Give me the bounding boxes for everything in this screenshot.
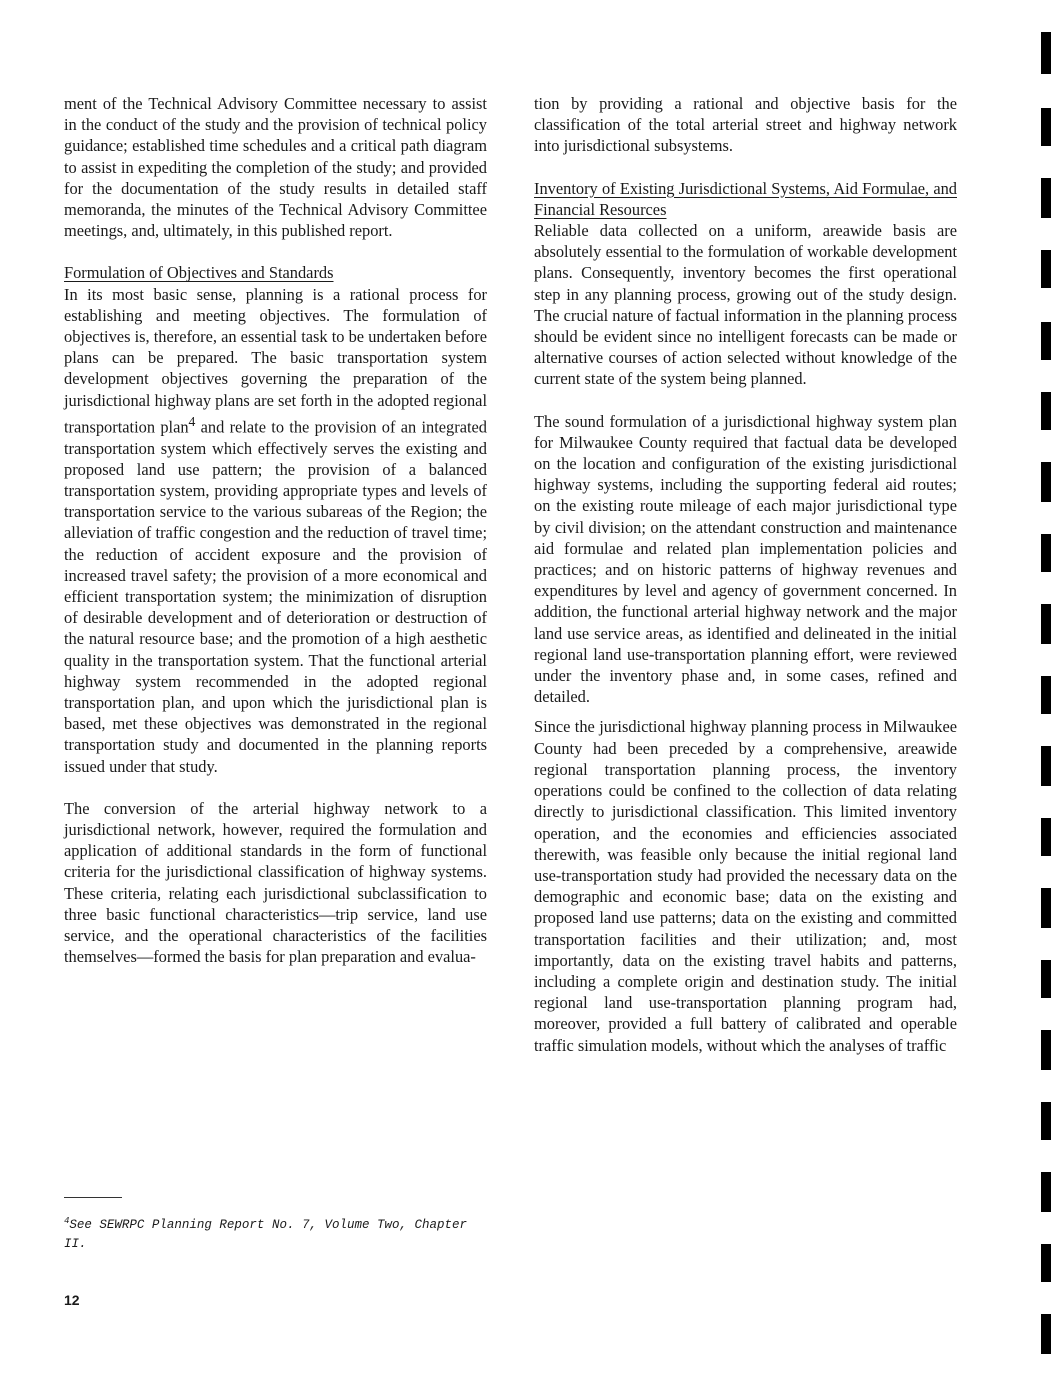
conversion-paragraph: The conversion of the arterial highway network to a jurisdictional network, however, required the formulation and application of additional standards in the form of functional criteria for the jurisdictional classification of highway systems. These criteria, relating each jurisdictional subclassification to three basic functional characteristics—trip service, land use service, and the operational characteristics of the facilities themselves—formed the basis for plan preparation and evalua- bbox=[64, 798, 487, 967]
footnote-divider bbox=[64, 1197, 122, 1198]
footnote bbox=[64, 1212, 487, 1254]
scan-mark bbox=[1041, 462, 1051, 502]
objectives-paragraph-text-a: In its most basic sense, planning is a rational process for establishing and meeting objectives. The formulation of objectives is, therefore, an essential task to be undertaken before plans can be prepared. The basic transportation system development objectives governing the preparation of the jurisdictional highway plans are set forth in the adopted regional transportation plan bbox=[64, 284, 487, 437]
scan-mark bbox=[1041, 534, 1051, 572]
page-number: 12 bbox=[64, 1292, 80, 1308]
section-heading-inventory: Inventory of Existing Jurisdictional Systems, Aid Formulae, and Financial Resources bbox=[534, 178, 957, 219]
scan-mark bbox=[1041, 392, 1051, 430]
scan-mark bbox=[1041, 1102, 1051, 1140]
scan-mark bbox=[1041, 108, 1051, 146]
inventory-paragraph-2: The sound formulation of a jurisdictional highway system plan for Milwaukee County required that factual data be developed on the location and configuration of the existing jurisdictional highway systems, including the supporting federal aid routes; on the existing route mileage of each major jurisdictional type by civil division; on the attendant construction and maintenance aid formulae and related plan implementation policies and practices; and on historic patterns of highway revenues and expenditures by level and agency of government concerned. In addition, the functional arterial highway network and the major land use service areas, as identified and delineated in the initial regional land use-transportation planning effort, were reviewed under the inventory phase and, in some cases, refined and detailed. bbox=[534, 411, 957, 707]
scan-mark bbox=[1041, 250, 1051, 288]
inventory-paragraph-3: Since the jurisdictional highway planning process in Milwaukee County had been preceded by a comprehensive, areawide regional transportation planning process, the inventory operations could be confined to the collection of data relating directly to jurisdictional classification. This limited inventory operation, and the economies and efficiencies associated therewith, was feasible only because the initial regional land use-transportation study had provided the necessary data on the demographic and economic base; data on the existing and proposed land use patterns; data on the existing and committed transportation facilities and their utilization; and, most importantly, data on the existing travel habits and patterns, including a complete origin and destination study. The initial regional land use-transportation planning program had, moreover, provided a full battery of calibrated and operable traffic simulation models, without which the analyses of traffic bbox=[534, 717, 957, 1055]
left-intro-paragraph: ment of the Technical Advisory Committee necessary to assist in the conduct of the study and the provision of technical policy guidance; established time schedules and a critical path diagram to assist in expediting the completion of the study; and provided for the documentation of the study results in detailed staff memoranda, the minutes of the Technical Advisory Committee meetings, and, ultimately, in this published report. bbox=[64, 94, 487, 241]
left-column bbox=[64, 93, 487, 967]
scan-mark bbox=[1041, 1030, 1051, 1070]
right-column bbox=[534, 93, 957, 1056]
objectives-paragraph bbox=[64, 284, 487, 777]
inventory-paragraph-1: Reliable data collected on a uniform, areawide basis are absolutely essential to the formulation of workable development plans. Consequently, inventory becomes the first operational step in any planning process, growing out of the study design. The crucial nature of factual information in the planning process should be evident since no intelligent forecasts can be made or alternative courses of action selected without knowledge of the current state of the system being planned. bbox=[534, 221, 957, 389]
scan-mark bbox=[1041, 322, 1051, 360]
scan-mark bbox=[1041, 1314, 1051, 1354]
objectives-paragraph-text-b: and relate to the provision of an integrated transportation system which effectively serves the existing and proposed land use pattern; the provision of a balanced transportation system, providing appropriate types and levels of transportation service to the various subareas of the Region; the alleviation of traffic congestion and the reduction of travel time; the reduction of accident exposure and the provision of increased travel safety; the provision of a more economical and efficient transportation system; the minimization of disruption of desirable development and of deterioration or destruction of the natural resource base; and the promotion of a high aesthetic quality in the transportation system. That the functional arterial highway system recommended in the adopted regional transportation plan, and upon which the jurisdictional plan is based, met these objectives was demonstrated in the regional transportation study and documented in the planning reports issued under that study. bbox=[64, 417, 488, 776]
scan-mark bbox=[1041, 604, 1051, 644]
scan-mark bbox=[1041, 32, 1051, 74]
footnote-marker: 4 bbox=[64, 1216, 70, 1226]
scan-mark bbox=[1041, 1244, 1051, 1282]
scan-mark bbox=[1041, 676, 1051, 714]
scan-mark bbox=[1041, 746, 1051, 786]
right-intro-paragraph: tion by providing a rational and objective basis for the classification of the total arterial street and highway network into jurisdictional subsystems. bbox=[534, 94, 957, 156]
scan-mark bbox=[1041, 888, 1051, 928]
section-heading-objectives: Formulation of Objectives and Standards bbox=[64, 263, 334, 283]
scan-mark bbox=[1041, 960, 1051, 998]
footnote-text: See SEWRPC Planning Report No. 7, Volume Two, Chapter II. bbox=[64, 1218, 467, 1252]
scan-mark bbox=[1041, 1172, 1051, 1212]
scan-mark bbox=[1041, 818, 1051, 856]
scan-edge-marks bbox=[1041, 0, 1053, 1380]
footnote-reference: 4 bbox=[188, 413, 196, 429]
scan-mark bbox=[1041, 178, 1051, 218]
